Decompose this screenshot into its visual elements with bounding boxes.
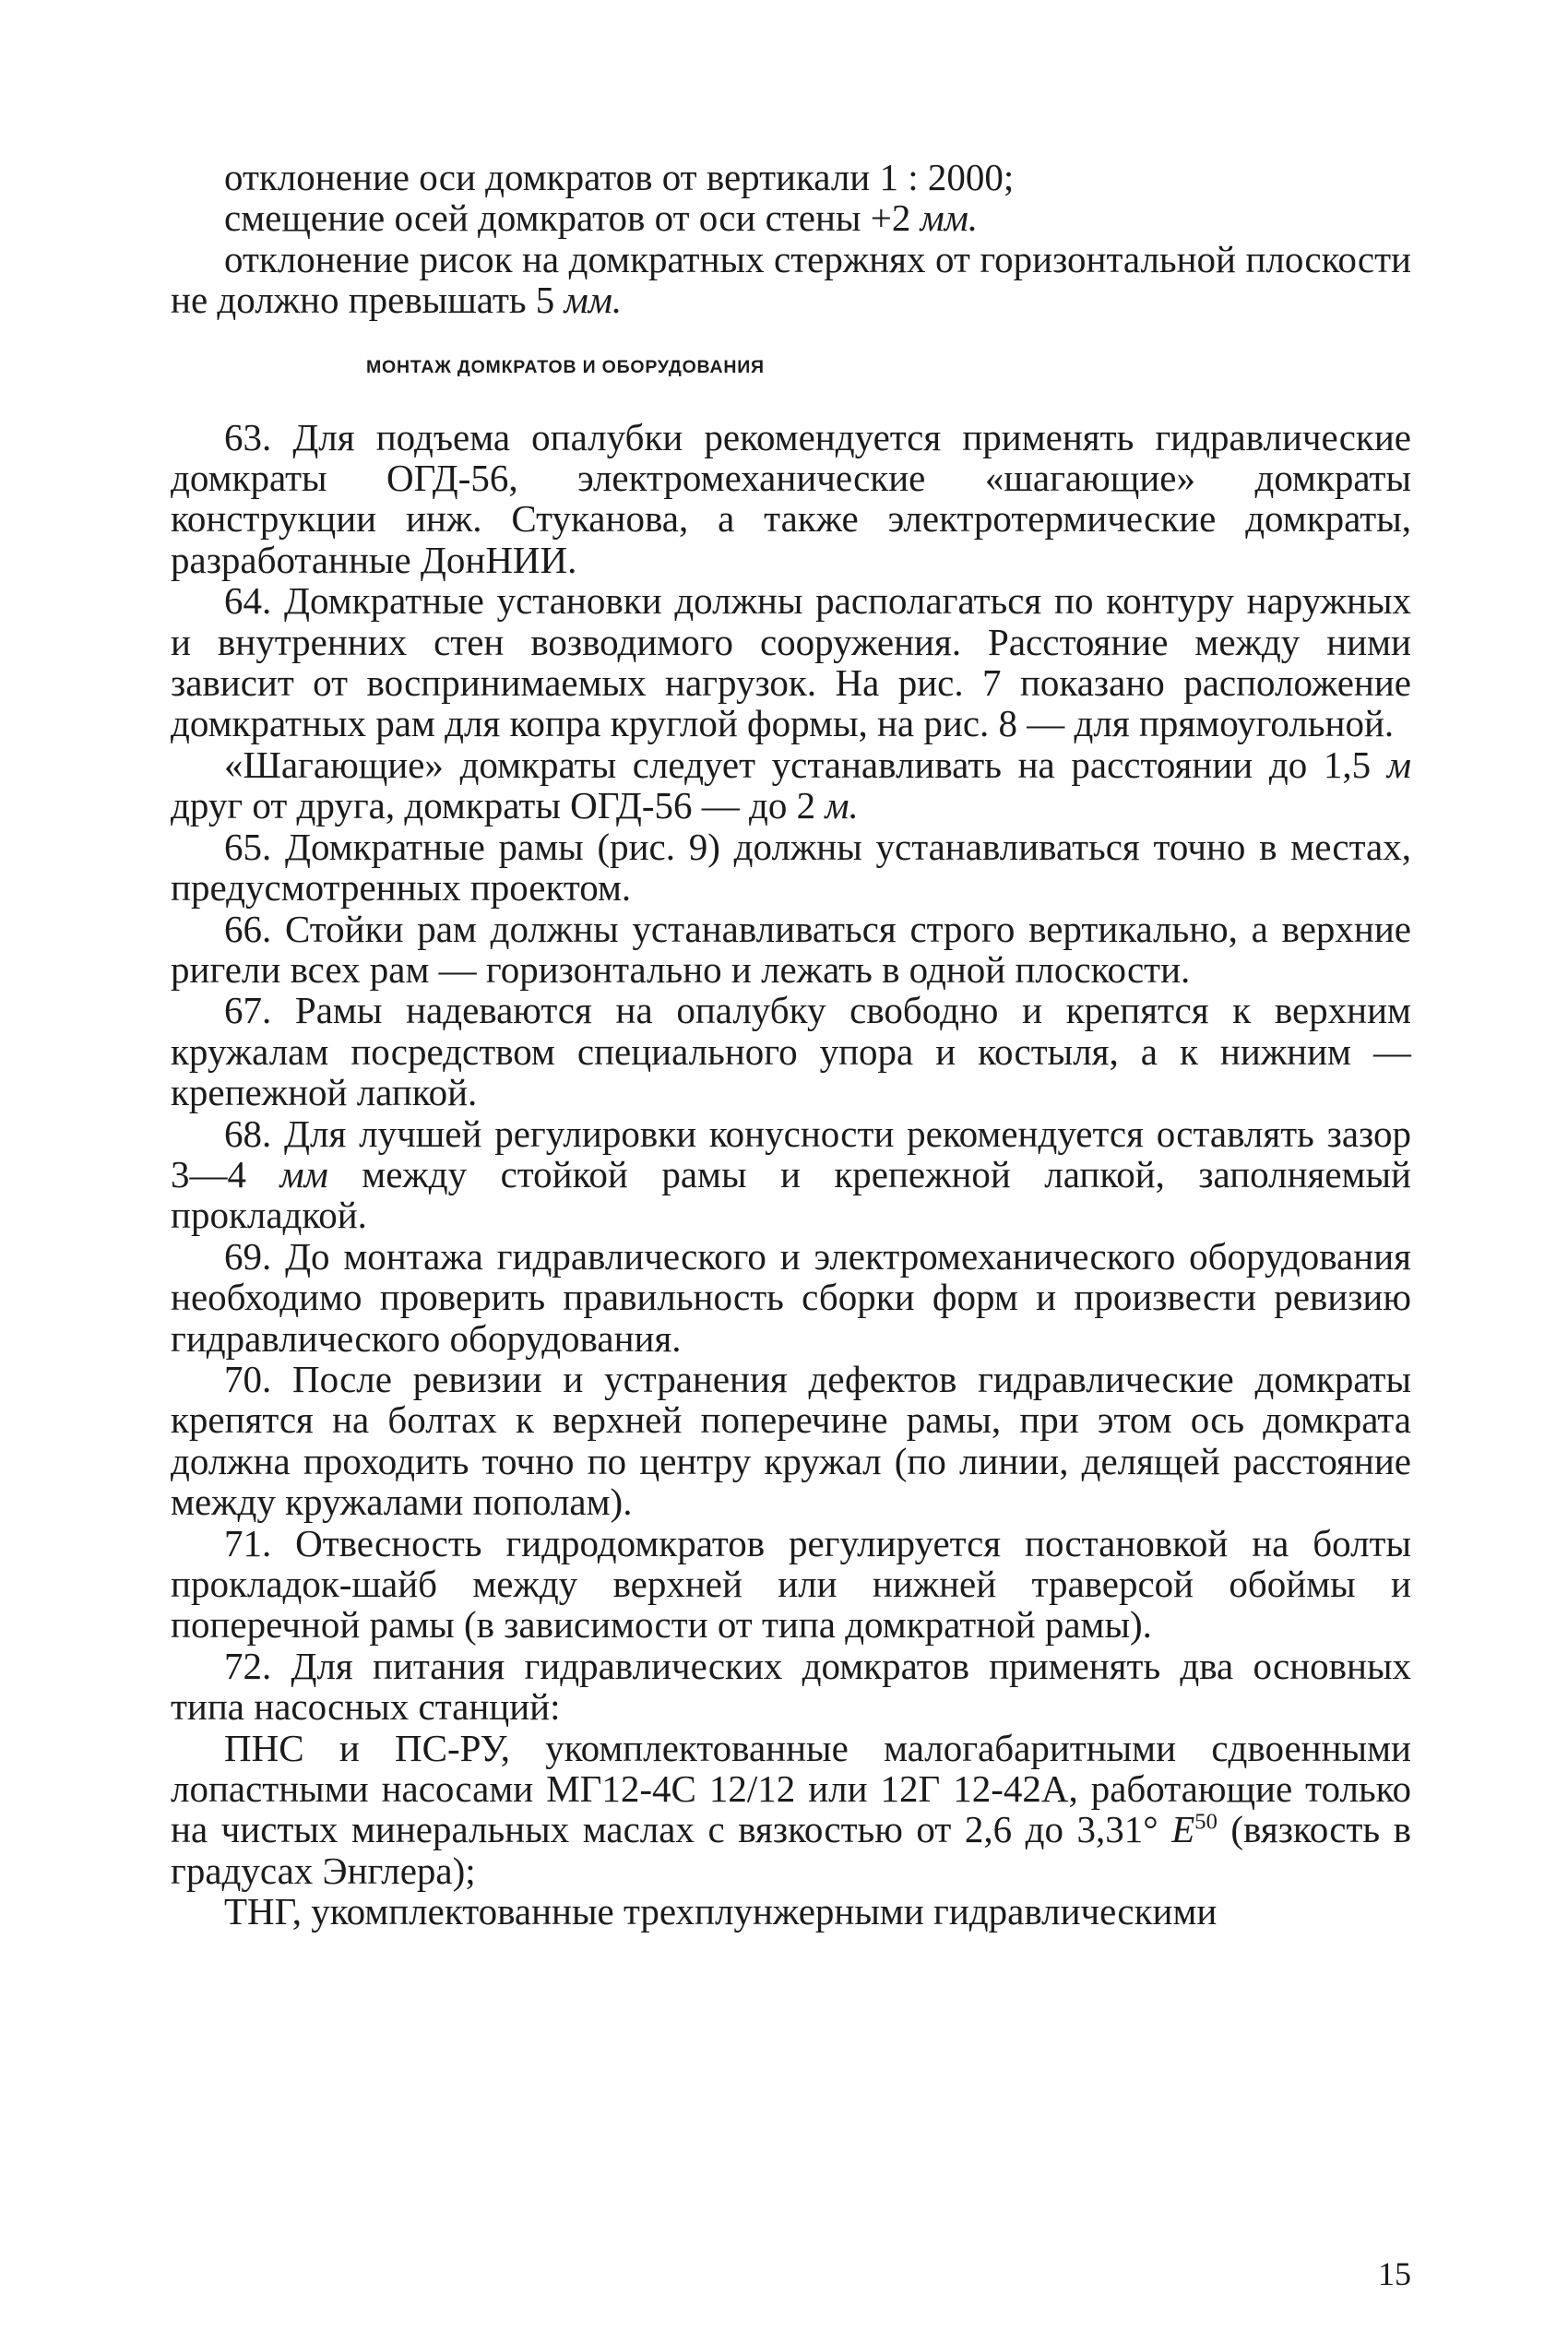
text-run: «Шагающие» домкраты следует устанавливать на расстоянии до 1,5	[224, 743, 1387, 786]
paragraph-70: 70. После ревизии и устранения дефектов гидравлические домкраты крепятся на болтах к верхней поперечине рамы, при этом ось домкрата должна проходить точно по центру кружал (по линии, делящей расстояние между кружалами пополам).	[171, 1357, 1411, 1524]
text-line	[171, 239, 1411, 321]
paragraph-71: 71. Отвесность гидродомкратов регулируется постановкой на болты прокладок-шайб между верхней или нижней траверсой обоймы и поперечной рамы (в зависимости от типа домкратной рамы).	[171, 1521, 1411, 1647]
engler-symbol: E	[1171, 1808, 1195, 1851]
paragraph-72-pumps-tng: ТНГ, укомплектованные трехплунжерными гидравлическими	[224, 1890, 1218, 1933]
page-body	[171, 157, 1411, 1933]
paragraph-72-pumps-pns	[171, 1728, 1411, 1892]
text-line	[171, 197, 1411, 238]
page-number: 15	[1378, 2255, 1411, 2292]
paragraph-72: 72. Для питания гидравлических домкратов применять два основных типа насосных станций:	[171, 1644, 1411, 1729]
unit: мм	[279, 1152, 328, 1195]
paragraph-66: 66. Стойки рам должны устанавливаться строго вертикально, а верхние ригели всех рам — горизонтально и лежать в одной плоскости.	[171, 907, 1411, 991]
text-run: 68. Для лучшей регулировки конусности рекомендуется оставлять зазор 3—4	[171, 1112, 1411, 1195]
paragraph-67: 67. Рамы надеваются на опалубку свободно и крепятся к верхним кружалам посредством специального упора и костыля, а к нижним — крепежной лапкой.	[171, 989, 1411, 1114]
paragraph-65: 65. Домкратные рамы (рис. 9) должны устанавливаться точно в местах, предусмотренных проектом.	[171, 825, 1411, 910]
unit: м.	[825, 784, 859, 827]
paragraph-68	[171, 1113, 1411, 1236]
unit: мм.	[564, 279, 623, 322]
paragraph-64-continued	[171, 744, 1411, 827]
text-run: между стойкой рамы и крепежной лапкой, заполняемый прокладкой.	[171, 1152, 1411, 1237]
unit: мм.	[920, 196, 979, 240]
text-run: друг от друга, домкраты ОГД-56 — до 2	[171, 784, 826, 827]
text-line: отклонение оси домкратов от вертикали 1 : 2000;	[224, 156, 1015, 198]
text-run: отклонение рисок на домкратных стержнях от горизонтальной плоскости не должно превышать 5	[171, 237, 1411, 322]
paragraph-64: 64. Домкратные установки должны располагаться по контуру наружных и внутренних стен возводимого сооружения. Расстояние между ними зависит от воспринимаемых нагрузок. На рис. 7 показано расположение домкратных рам для копра круглой формы, на рис. 8 — для прямоугольной.	[171, 579, 1411, 745]
text-run: ПНС и ПС-РУ, укомплектованные малогабаритными сдвоенными лопастными насосами МГ12-4С 12/12 или 12Г 12-42А, работающие только на чистых минеральных маслах с вязкостью от 2,6 до 3,31°	[171, 1726, 1411, 1851]
paragraph-63: 63. Для подъема опалубки рекомендуется применять гидравлические домкраты ОГД-56, электромеханические «шагающие» домкраты конструкции инж. Стуканова, а также электротермические домкраты, разработанные ДонНИИ.	[171, 415, 1411, 581]
engler-superscript: 50	[1194, 1809, 1218, 1835]
unit: м	[1386, 743, 1411, 786]
paragraph-69: 69. До монтажа гидравлического и электромеханического оборудования необходимо проверить правильность сборки форм и произвести ревизию гидравлического оборудования.	[171, 1234, 1411, 1360]
section-heading: МОНТАЖ ДОМКРАТОВ И ОБОРУДОВАНИЯ	[366, 356, 765, 377]
text-run: (вязкость в градусах Энглера);	[171, 1808, 1411, 1892]
text-run: смещение осей домкратов от оси стены +2	[224, 196, 921, 240]
